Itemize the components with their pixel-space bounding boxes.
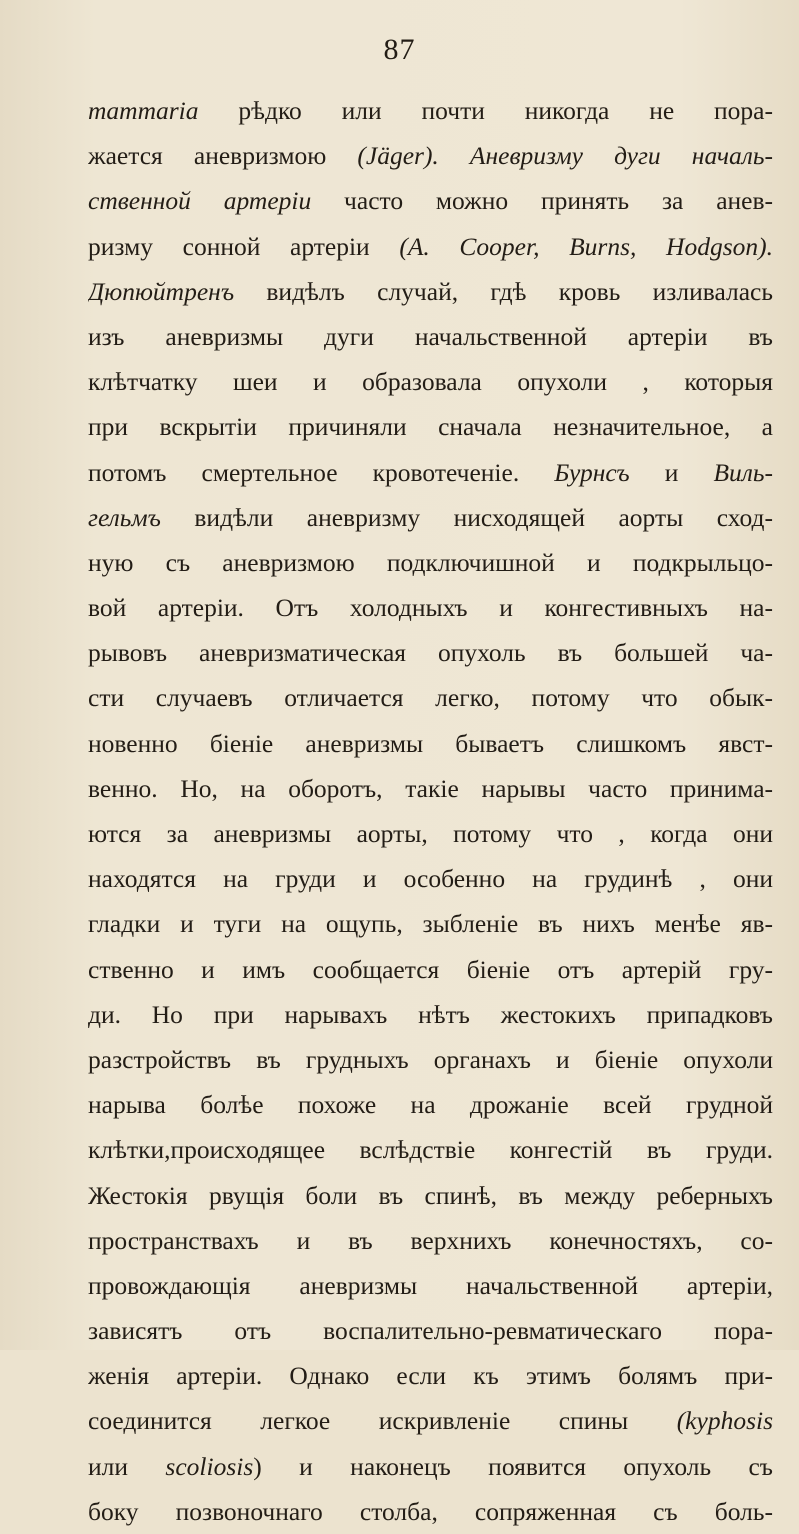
text-segment: видѣлъ случай, гдѣ кровь изливалась: [234, 276, 773, 306]
text-line: [88, 585, 773, 630]
text-line: [88, 766, 773, 811]
text-segment: потомъ смертельное кровотеченіе.: [88, 457, 555, 487]
italic-text: (kyphosis: [676, 1406, 773, 1436]
text-segment: ную съ аневризмою подключишной и подкрыльцо-: [88, 547, 773, 577]
text-line: [88, 88, 773, 133]
text-line: [88, 630, 773, 675]
text-line: [88, 1308, 773, 1353]
text-segment: ризму сонной артеріи: [88, 231, 400, 261]
text-line: [88, 359, 773, 404]
italic-text: Дюпюйтренъ: [88, 276, 235, 306]
text-segment: изъ аневризмы дуги начальственной артеріи въ: [88, 321, 773, 351]
text-line: [88, 1127, 773, 1172]
text-segment: клѣтчатку шеи и образовала опухоли , которыя: [88, 367, 773, 397]
text-segment: при вскрытіи причиняли сначала незначительное, а: [88, 412, 773, 442]
italic-text: Виль-: [713, 457, 773, 487]
text-segment: сти случаевъ отличается легко, потому что обык-: [88, 683, 773, 713]
text-segment: часто можно принять за анев-: [311, 186, 773, 216]
italic-text: scoliosis: [165, 1451, 254, 1481]
text-line: [88, 224, 773, 269]
text-segment: и: [629, 457, 714, 487]
text-segment: нарыва болѣе похоже на дрожаніе всей грудной: [88, 1090, 773, 1120]
text-segment: гладки и туги на ощупь, зыбленіе въ нихъ менѣе яв-: [88, 909, 773, 939]
text-segment: женія артеріи. Однако если къ этимъ болямъ при-: [88, 1361, 773, 1391]
text-line: [88, 811, 773, 856]
text-line: [88, 450, 773, 495]
text-segment: венно. Но, на оборотъ, такіе нарывы часто принима-: [88, 773, 773, 803]
text-segment: или: [88, 1451, 166, 1481]
text-segment: новенно біеніе аневризмы бываетъ слишкомъ явст-: [88, 728, 773, 758]
text-line: [88, 1082, 773, 1127]
text-line: [88, 540, 773, 585]
italic-text: (Jäger). Аневризму дуги началь-: [357, 141, 773, 171]
text-segment: ются за аневризмы аорты, потому что , когда они: [88, 819, 773, 848]
text-segment: клѣтки,происходящее вслѣдствіе конгестій въ груди.: [88, 1135, 773, 1165]
text-line: [88, 947, 773, 992]
text-segment: находятся на груди и особенно на грудинѣ , они: [88, 864, 773, 894]
text-line: [88, 1398, 773, 1443]
italic-text: Бурнсъ: [554, 457, 630, 487]
text-line: [88, 1218, 773, 1263]
text-body: [88, 88, 773, 1534]
page-number: 87: [383, 33, 416, 66]
text-line: [88, 404, 773, 449]
text-line: [88, 314, 773, 359]
text-segment: зависятъ отъ воспалительно-ревматическаго пора-: [88, 1316, 773, 1346]
italic-text: гельмъ: [88, 502, 161, 532]
text-segment: разстройствъ въ грудныхъ органахъ и біеніе опухоли: [88, 1044, 773, 1074]
text-line: [88, 1263, 773, 1308]
text-line: [88, 992, 773, 1037]
text-segment: жается аневризмою: [88, 141, 358, 171]
text-line: [88, 1037, 773, 1082]
text-line: [88, 1444, 773, 1489]
text-line: [88, 495, 773, 540]
text-segment: пространствахъ и въ верхнихъ конечностяхъ, со-: [88, 1225, 773, 1255]
text-line: [88, 856, 773, 901]
text-segment: ственно и имъ сообщается біеніе отъ артерій гру-: [88, 954, 773, 984]
text-segment: видѣли аневризму нисходящей аорты сход-: [160, 502, 773, 532]
text-line: [88, 901, 773, 946]
text-segment: провождающія аневризмы начальственной артеріи,: [88, 1270, 773, 1300]
text-segment: боку позвоночнаго столба, сопряженная съ боль-: [88, 1496, 773, 1526]
text-segment: ди. Но при нарывахъ нѣтъ жестокихъ припадковъ: [88, 999, 773, 1029]
text-line: [88, 269, 773, 314]
text-segment: ) и наконецъ появится опухоль съ: [253, 1451, 773, 1481]
text-segment: вой артеріи. Отъ холодныхъ и конгестивныхъ на-: [88, 593, 773, 623]
text-line: [88, 721, 773, 766]
text-segment: соединится легкое искривленіе спины: [88, 1406, 677, 1436]
text-line: [88, 133, 773, 178]
text-line: [88, 1353, 773, 1398]
text-line: [88, 675, 773, 720]
text-segment: рѣдко или почти никогда не пора-: [198, 96, 773, 125]
italic-text: (A. Cooper, Burns, Hodgson).: [399, 231, 773, 261]
text-line: [88, 1489, 773, 1534]
text-segment: рывовъ аневризматическая опухоль въ большей ча-: [88, 638, 773, 668]
text-segment: Жестокія рвущія боли въ спинѣ, въ между реберныхъ: [88, 1180, 773, 1210]
text-line: [88, 1173, 773, 1218]
text-line: [88, 178, 773, 223]
italic-text: mammaria: [88, 96, 199, 125]
italic-text: ственной артеріи: [88, 186, 312, 216]
